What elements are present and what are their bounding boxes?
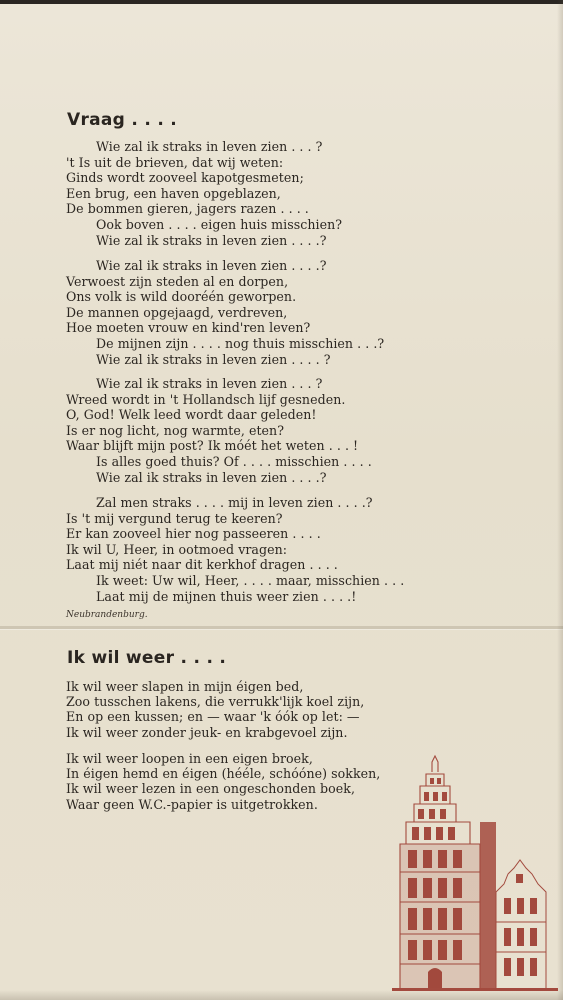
poem-title-ik-wil-weer: Ik wil weer . . . .	[67, 648, 227, 668]
poem1-stanza-1	[66, 139, 546, 248]
poem-line: Ik wil weer zonder jeuk- en krabgevoel zijn.	[66, 724, 348, 740]
poem1-stanza-2	[66, 258, 546, 367]
paper-fold-highlight	[0, 629, 563, 630]
poem2-stanza-1	[66, 679, 546, 740]
place-signature: Neubrandenburg.	[66, 610, 148, 620]
poem-line: Ik wil weer slapen in mijn éigen bed,	[66, 679, 304, 694]
poem-line: Wie zal ik straks in leven zien . . . ?	[96, 376, 323, 391]
poem-line: Waar blijft mijn post? Ik móét het weten . . . !	[66, 438, 359, 454]
poem-line: Wie zal ik straks in leven zien . . . .?	[96, 232, 327, 248]
poem-line: Wreed wordt in 't Hollandsch lijf gesneden.	[66, 391, 346, 407]
poem-line: Laat mij de mijnen thuis weer zien . . . .!	[96, 588, 357, 604]
poem-line: De mannen opgejaagd, verdreven,	[66, 304, 288, 320]
poem-line: De mijnen zijn . . . . nog thuis misschien . . .?	[96, 335, 385, 351]
poem-line: Zal men straks . . . . mij in leven zien . . . .?	[96, 495, 373, 510]
poem-line: Er kan zooveel hier nog passeeren . . . .	[66, 526, 321, 542]
poem-line: Ik wil U, Heer, in ootmoed vragen:	[66, 541, 288, 557]
church-tower-illustration	[388, 752, 560, 995]
poem-line: Wie zal ik straks in leven zien . . . . ?	[96, 351, 331, 367]
poem-line: 't Is uit de brieven, dat wij weten:	[66, 154, 284, 170]
poem-line: De bommen gieren, jagers razen . . . .	[66, 201, 309, 217]
poem-line: Hoe moeten vrouw en kind'ren leven?	[66, 320, 311, 336]
poem-line: Ik wil weer lezen in een ongeschonden boek,	[66, 781, 356, 797]
poem-line: Ginds wordt zooveel kapotgesmeten;	[66, 170, 304, 186]
poem-line: Is 't mij vergund terug te keeren?	[66, 510, 283, 526]
poem-line: Ik weet: Uw wil, Heer, . . . . maar, misschien . . .	[96, 572, 405, 588]
poem-line: En op een kussen; en — waar 'k óók op let: —	[66, 709, 360, 725]
poem1-stanza-3	[66, 376, 546, 485]
poem-line: Laat mij niét naar dit kerkhof dragen . . . .	[66, 557, 338, 573]
poem-line: Wie zal ik straks in leven zien . . . ?	[96, 139, 323, 154]
poem-line: O, God! Welk leed wordt daar geleden!	[66, 407, 317, 423]
poem1-stanza-4	[66, 495, 546, 604]
poem-line: Ons volk is wild dooréén geworpen.	[66, 289, 297, 305]
poem-line: Verwoest zijn steden al en dorpen,	[66, 273, 289, 289]
poem-line: Waar geen W.C.-papier is uitgetrokken.	[66, 796, 318, 812]
poem-line: Wie zal ik straks in leven zien . . . .?	[96, 258, 327, 273]
poem-line: In éigen hemd en éigen (hééle, schóóne) sokken,	[66, 766, 381, 782]
poem-line: Een brug, een haven opgeblazen,	[66, 185, 281, 201]
poem-line: Is er nog licht, nog warmte, eten?	[66, 422, 285, 438]
poem-title-vraag: Vraag . . . .	[67, 110, 178, 130]
poem-line: Ook boven . . . . eigen huis misschien?	[96, 216, 343, 232]
poem-line: Wie zal ik straks in leven zien . . . .?	[96, 469, 327, 485]
poem-line: Is alles goed thuis? Of . . . . misschien . . . .	[96, 453, 372, 469]
poem-line: Ik wil weer loopen in een eigen broek,	[66, 751, 313, 766]
scan-top-edge	[0, 0, 563, 4]
poem-line: Zoo tusschen lakens, die verrukk'lijk koel zijn,	[66, 694, 365, 710]
